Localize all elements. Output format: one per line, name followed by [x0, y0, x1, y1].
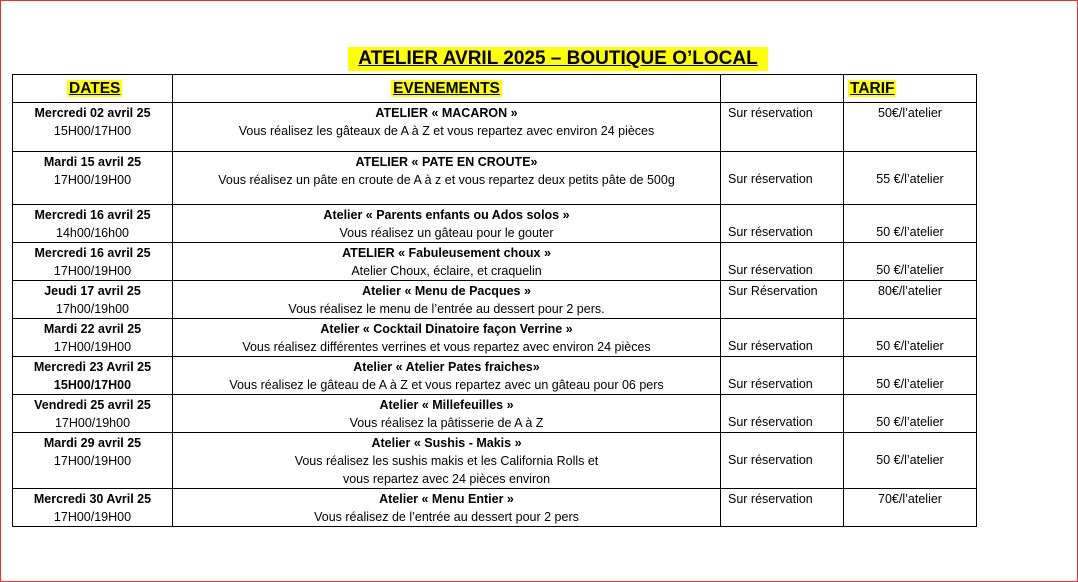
- status-cell: [721, 357, 844, 395]
- date-cell: [13, 357, 173, 395]
- status-text: Sur réservation: [728, 225, 813, 239]
- date-time: 17H00/19H00: [53, 264, 132, 278]
- date-cell: [13, 103, 173, 152]
- date-day: Mardi 22 avril 25: [43, 322, 142, 336]
- table-row: [13, 489, 977, 527]
- event-title: Atelier « Sushis - Makis »: [371, 436, 522, 450]
- date-day: Jeudi 17 avril 25: [44, 284, 141, 298]
- event-cell: [173, 489, 721, 527]
- event-desc: Vous réalisez le gâteau de A à Z et vous repartez avec un gâteau pour 06 pers: [229, 378, 664, 392]
- event-cell: [173, 103, 721, 152]
- tarif-cell: [844, 152, 977, 205]
- event-cell: [173, 152, 721, 205]
- table-row: [13, 152, 977, 205]
- tarif-text: 55 €/l’atelier: [876, 172, 944, 186]
- status-cell: [721, 281, 844, 319]
- date-time: 17H00/19h00: [54, 416, 131, 430]
- header-dates: DATES: [13, 75, 173, 103]
- status-text: Sur réservation: [728, 453, 813, 467]
- event-cell: [173, 205, 721, 243]
- table-row: [13, 205, 977, 243]
- event-cell: [173, 243, 721, 281]
- table-row: [13, 281, 977, 319]
- status-cell: [721, 205, 844, 243]
- status-text: Sur réservation: [728, 377, 813, 391]
- page-title: ATELIER AVRIL 2025 – BOUTIQUE O’LOCAL: [348, 47, 768, 71]
- event-cell: [173, 281, 721, 319]
- tarif-text: 50 €/l’atelier: [876, 415, 944, 429]
- date-cell: [13, 243, 173, 281]
- date-time: 17H00/19H00: [53, 454, 132, 468]
- event-title: ATELIER « Fabuleusement choux »: [342, 246, 551, 260]
- tarif-text: 50€/l’atelier: [878, 106, 942, 120]
- event-title: Atelier « Millefeuilles »: [379, 398, 514, 412]
- date-cell: [13, 319, 173, 357]
- date-time: 17H00/19H00: [53, 173, 132, 187]
- tarif-cell: [844, 319, 977, 357]
- date-cell: [13, 489, 173, 527]
- header-events: EVENEMENTS: [173, 75, 721, 103]
- tarif-text: 50 €/l’atelier: [876, 263, 944, 277]
- date-day: Mardi 29 avril 25: [43, 436, 142, 450]
- tarif-cell: [844, 281, 977, 319]
- tarif-cell: [844, 243, 977, 281]
- status-text: Sur réservation: [728, 339, 813, 353]
- date-time: 17H00/19H00: [53, 340, 132, 354]
- status-text: Sur Réservation: [728, 284, 818, 298]
- event-desc: Vous réalisez de l’entrée au dessert pour 2 pers: [314, 510, 579, 524]
- date-day: Mercredi 30 Avril 25: [33, 492, 152, 506]
- schedule-table: [12, 74, 977, 527]
- date-day: Mercredi 16 avril 25: [34, 208, 151, 222]
- table-row: [13, 103, 977, 152]
- status-cell: [721, 152, 844, 205]
- event-title: Atelier « Cocktail Dinatoire façon Verrine »: [320, 322, 573, 336]
- status-text: Sur réservation: [728, 492, 813, 506]
- date-cell: [13, 152, 173, 205]
- table-row: [13, 319, 977, 357]
- tarif-cell: [844, 357, 977, 395]
- event-cell: [173, 433, 721, 489]
- date-time: 17h00/19h00: [56, 302, 129, 316]
- date-day: Mardi 15 avril 25: [43, 155, 142, 169]
- date-cell: [13, 281, 173, 319]
- event-title: Atelier « Menu Entier »: [379, 492, 514, 506]
- event-title: Atelier « Parents enfants ou Ados solos »: [323, 208, 570, 222]
- status-cell: [721, 319, 844, 357]
- date-day: Mercredi 02 avril 25: [34, 106, 151, 120]
- tarif-cell: [844, 395, 977, 433]
- event-desc: Vous réalisez la pâtisserie de A à Z: [349, 416, 544, 430]
- date-day: Mercredi 23 Avril 25: [33, 360, 152, 374]
- event-desc: Vous réalisez les gâteaux de A à Z et vous repartez avec environ 24 pièces: [238, 124, 655, 138]
- date-cell: [13, 433, 173, 489]
- date-cell: [13, 205, 173, 243]
- table-row: [13, 395, 977, 433]
- tarif-text: 80€/l’atelier: [878, 284, 942, 298]
- status-cell: [721, 489, 844, 527]
- event-desc: Vous réalisez un pâte en croute de A à z et vous repartez deux petits pâte de 500g: [218, 173, 675, 187]
- tarif-cell: [844, 433, 977, 489]
- date-time: 17H00/19H00: [53, 510, 132, 524]
- status-cell: [721, 395, 844, 433]
- event-title: ATELIER « PATE EN CROUTE»: [355, 155, 538, 169]
- status-text: Sur réservation: [728, 263, 813, 277]
- event-desc: Vous réalisez différentes verrines et vous repartez avec environ 24 pièces: [242, 340, 651, 354]
- date-day: Vendredi 25 avril 25: [34, 398, 151, 412]
- tarif-text: 70€/l’atelier: [878, 492, 942, 506]
- date-time: 15H00/17H00: [53, 124, 132, 138]
- tarif-cell: [844, 103, 977, 152]
- event-desc: Vous réalisez un gâteau pour le gouter: [339, 226, 554, 240]
- event-title: Atelier « Menu de Pacques »: [362, 284, 531, 298]
- table-row: [13, 433, 977, 489]
- date-cell: [13, 395, 173, 433]
- event-title: ATELIER « MACARON »: [375, 106, 518, 120]
- tarif-text: 50 €/l’atelier: [876, 225, 944, 239]
- status-cell: [721, 243, 844, 281]
- event-cell: [173, 357, 721, 395]
- status-text: Sur réservation: [728, 172, 813, 186]
- tarif-cell: [844, 205, 977, 243]
- tarif-text: 50 €/l’atelier: [876, 339, 944, 353]
- event-desc: Atelier Choux, éclaire, et craquelin: [351, 264, 542, 278]
- table-header-row: [13, 75, 977, 103]
- status-text: Sur réservation: [728, 415, 813, 429]
- event-desc: Vous réalisez le menu de l’entrée au dessert pour 2 pers.: [288, 302, 605, 316]
- tarif-cell: [844, 489, 977, 527]
- status-cell: [721, 433, 844, 489]
- event-title: Atelier « Atelier Pates fraiches»: [353, 360, 540, 374]
- event-cell: [173, 319, 721, 357]
- date-day: Mercredi 16 avril 25: [34, 246, 151, 260]
- event-desc: Vous réalisez les sushis makis et les California Rolls et vous repartez avec 24 pièces environ: [294, 454, 599, 486]
- date-time: 15H00/17H00: [53, 378, 132, 392]
- date-time: 14h00/16h00: [56, 226, 129, 240]
- event-cell: [173, 395, 721, 433]
- table-row: [13, 357, 977, 395]
- table-row: [13, 243, 977, 281]
- status-text: Sur réservation: [728, 106, 813, 120]
- tarif-text: 50 €/l’atelier: [876, 377, 944, 391]
- header-tarif: TARIF: [844, 75, 977, 103]
- header-status: [721, 75, 844, 103]
- status-cell: [721, 103, 844, 152]
- tarif-text: 50 €/l’atelier: [876, 453, 944, 467]
